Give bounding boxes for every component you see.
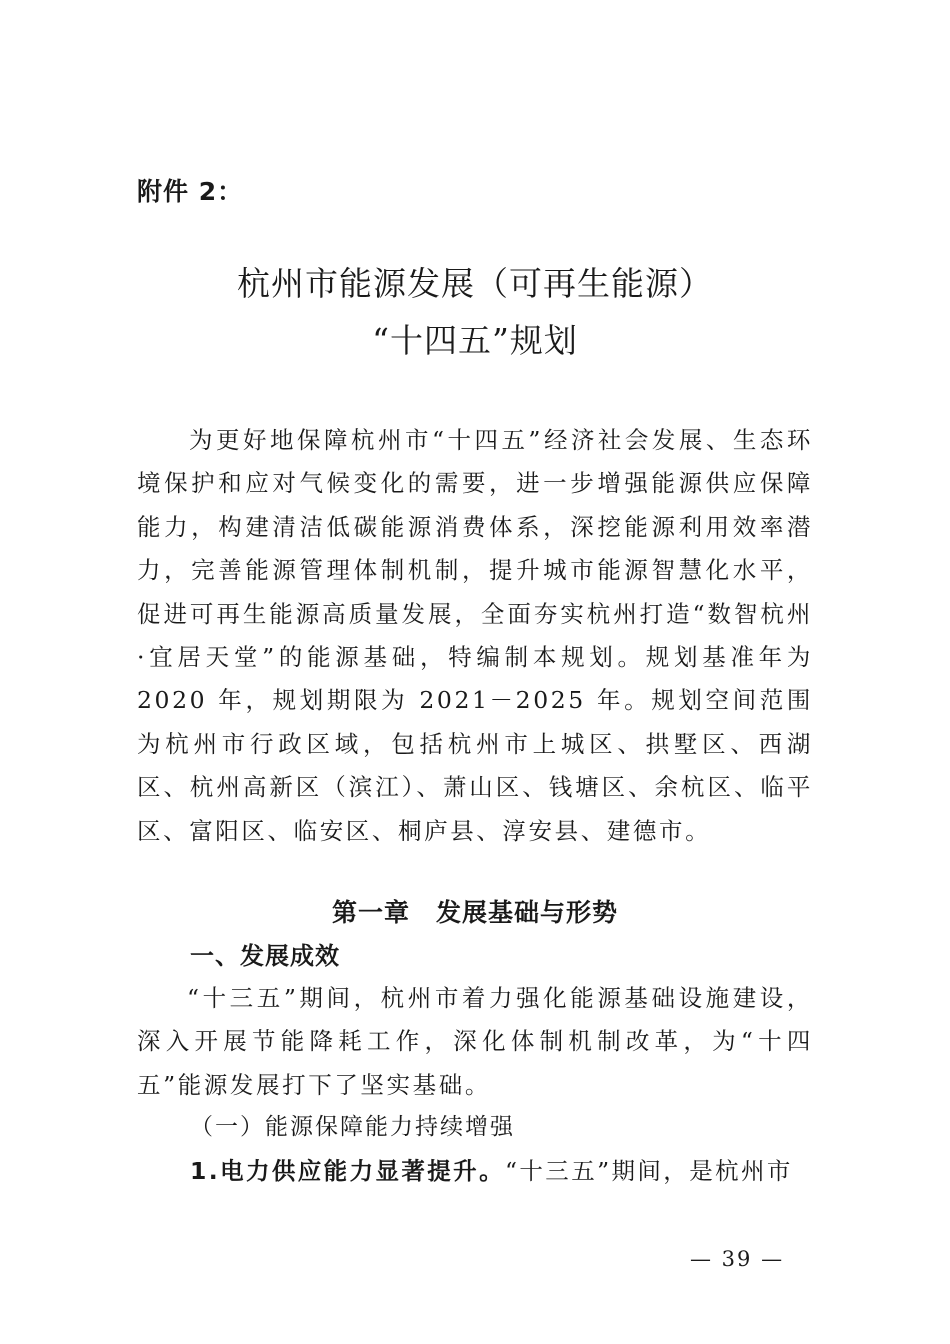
section-paragraph: “十三五”期间，杭州市着力强化能源基础设施建设，深入开展节能降耗工作，深化体制机制改革，为“十四五”能源发展打下了坚实基础。 bbox=[137, 984, 813, 1099]
document-title-line-2: “十四五”规划 bbox=[372, 321, 578, 360]
chapter-heading: 第一章 发展基础与形势 bbox=[331, 898, 618, 927]
intro-paragraph: 为更好地保障杭州市“十四五”经济社会发展、生态环境保护和应对气候变化的需要，进一步增强能源供应保障能力，构建清洁低碳能源消费体系，深挖能源利用效率潜力，完善能源管理体制机制，提升城市能源智慧化水平，促进可再生能源高质量发展，全面夯实杭州打造“数智杭州·宜居天堂”的能源基础，特编制本规划。规划基准年为 2020 年，规划期限为 2021－2025 年。规划空间范围为杭州市行政区域，包括杭州市上城区、拱墅区、西湖区、杭州高新区（滨江）、萧山区、钱塘区、余杭区、临平区、富阳区、临安区、桐庐县、淳安县、建德市。 bbox=[137, 426, 813, 845]
subsection-heading: （一）能源保障能力持续增强 bbox=[190, 1114, 515, 1140]
page-number: — 39 — bbox=[690, 1247, 785, 1271]
attachment-label: 附件 2： bbox=[137, 177, 244, 206]
item-lead: 1.电力供应能力显著提升。 bbox=[190, 1157, 505, 1185]
list-item bbox=[190, 1150, 814, 1193]
section-heading: 一、发展成效 bbox=[190, 942, 340, 970]
document-title-line-1: 杭州市能源发展（可再生能源） bbox=[237, 264, 713, 303]
item-text: “十三五”期间，是杭州市 bbox=[504, 1157, 793, 1185]
